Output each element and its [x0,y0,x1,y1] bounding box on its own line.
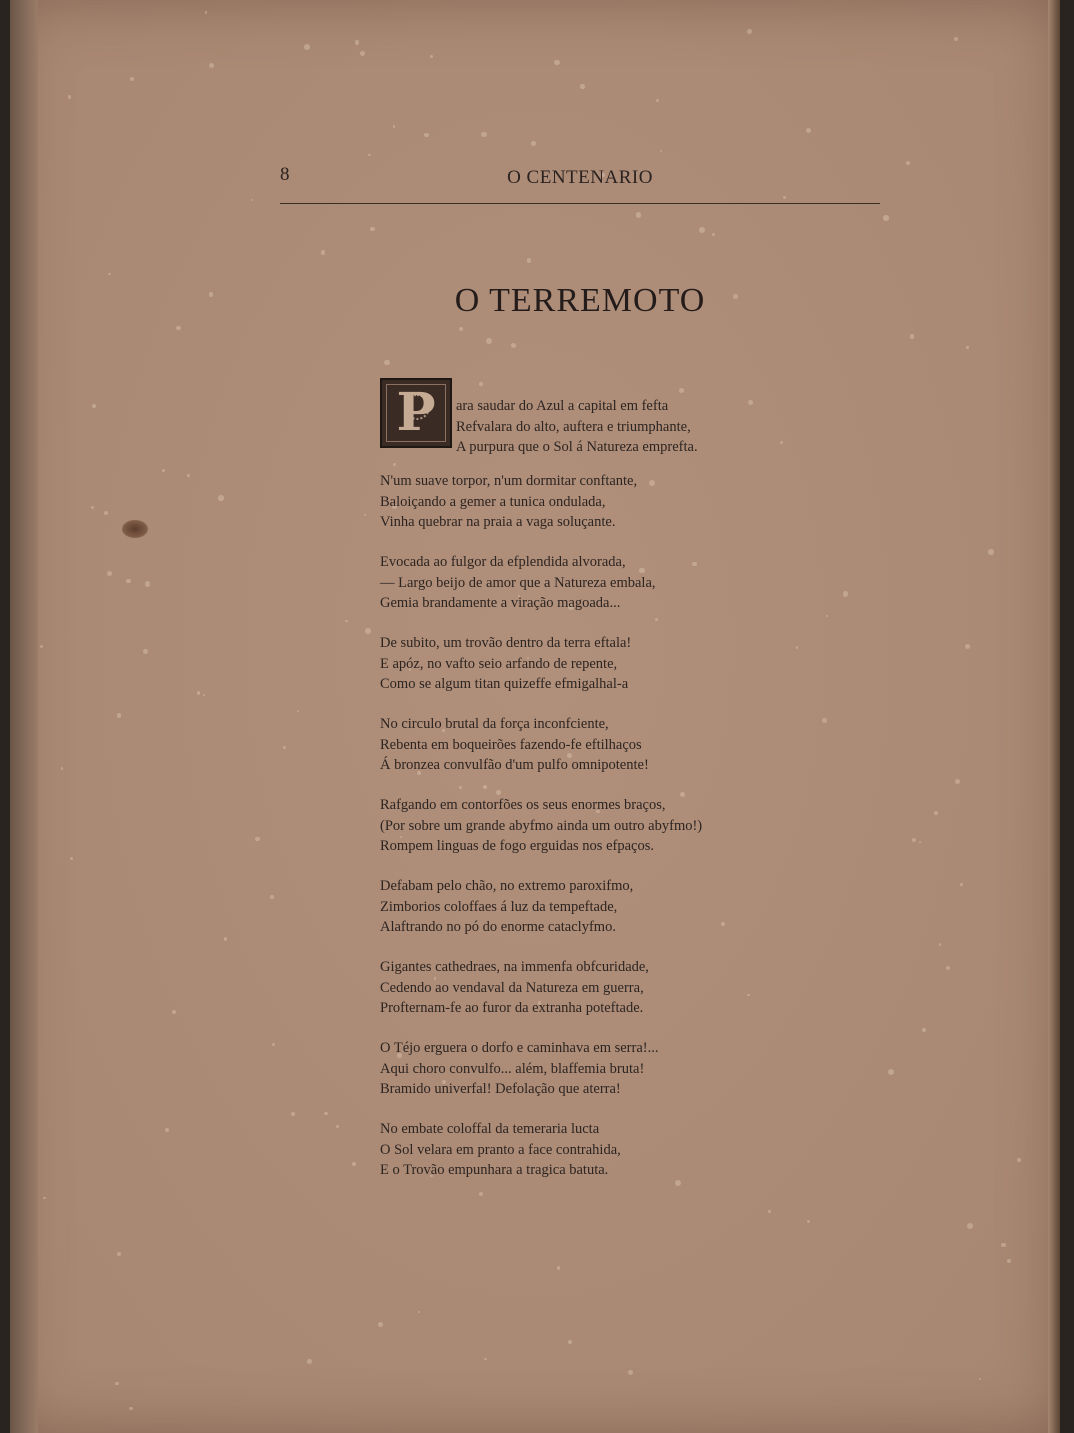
scanned-page [10,0,1060,1433]
page-header [280,164,880,200]
paper-speck [919,841,921,843]
paper-speck [511,343,517,349]
poem-line: N'um suave torpor, n'um dormitar conftante, [380,473,638,489]
stanza [380,1038,840,1100]
paper-speck [979,1378,981,1380]
page-number: 8 [280,164,290,185]
poem-line: Refvalara do alto, auftera e triumphante, [456,418,691,435]
poem-line: E apóz, no vafto seio arfando de repente, [380,655,618,672]
poem-line: Profternam-fe ao furor da extranha poteftade. [380,1000,644,1016]
stanza [380,714,840,776]
paper-speck [117,713,122,718]
paper-speck [360,51,365,56]
poem-line: Gigantes cathedraes, na immenfa obfcuridade, [380,959,649,975]
paper-stain [122,520,148,538]
paper-speck [531,141,536,146]
paper-speck [965,644,970,649]
paper-speck [162,469,165,472]
paper-speck [1017,1158,1020,1161]
poem-line: Rompem linguas de fogo erguidas nos efpaços. [380,838,654,854]
paper-speck [888,1069,894,1075]
paper-speck [352,1162,356,1166]
paper-speck [365,628,371,634]
poem-line: E o Trovão empunhara a tragica batuta. [380,1162,609,1178]
paper-speck [187,474,190,477]
poem-line: Gemia brandamente a viração magoada... [380,595,621,611]
paper-speck [209,292,214,297]
poem-line: Alaftrando no pó do enorme cataclyfmo. [380,919,616,935]
paper-speck [129,1407,133,1411]
header-rule [280,203,880,204]
paper-speck [68,95,71,98]
paper-speck [205,11,208,14]
poem-line: A purpura que o Sol á Natureza emprefta. [456,439,698,455]
drop-cap-letter: P [396,382,436,443]
paper-speck [368,154,370,156]
paper-speck [107,571,112,576]
paper-speck [321,250,326,255]
paper-speck [70,857,73,860]
poem-line: Aqui choro convulfo... além, blaffemia bruta! [380,1060,645,1077]
paper-speck [910,334,915,339]
paper-speck [145,581,151,587]
paper-speck [922,1028,926,1032]
paper-speck [251,199,253,201]
paper-speck [568,1340,572,1344]
paper-speck [291,1112,295,1116]
poem-line: Como se algum titan quizeffe efmigalhal-a [380,676,629,692]
paper-speck [165,1128,169,1132]
paper-speck [378,1322,383,1327]
poem-line: Rafgando em contorfões os seus enormes braços, [380,797,666,813]
stanza [380,471,840,533]
poem-line: Bramido univerfal! Defolação que aterra! [380,1081,621,1097]
paper-speck [580,84,584,88]
paper-speck [628,1370,633,1375]
paper-speck [430,55,433,58]
paper-speck [966,346,968,348]
stanza [380,1119,840,1181]
paper-speck [324,1112,328,1116]
stanza [380,552,840,614]
paper-speck [143,649,148,654]
paper-speck [384,360,390,366]
poem-line: No embate coloffal da temeraria lucta [380,1121,600,1137]
paper-speck [283,746,286,749]
paper-speck [224,937,228,941]
poem-line: Defabam pelo chão, no extremo paroxifmo, [380,878,634,894]
drop-cap-ornament [380,378,452,448]
poem-line: De subito, um trovão dentro da terra eftala! [380,635,632,651]
paper-speck [459,327,463,331]
poem-line: Cedendo ao vendaval da Natureza em guerra, [380,979,644,996]
paper-speck [272,1043,275,1046]
paper-speck [218,495,223,500]
paper-speck [393,125,395,127]
paper-speck [554,60,560,66]
paper-speck [481,132,486,137]
poem-line: No circulo brutal da força inconfciente, [380,716,609,732]
paper-speck [126,579,130,583]
paper-speck [883,215,888,220]
paper-speck [40,645,43,648]
paper-speck [364,514,366,516]
paper-speck [484,1358,486,1360]
paper-speck [712,233,715,236]
paper-speck [939,943,941,945]
paper-speck [197,691,201,695]
paper-speck [297,710,299,712]
paper-speck [304,44,310,50]
paper-speck [345,620,347,622]
paper-speck [172,1010,176,1014]
paper-speck [988,549,994,555]
paper-speck [104,511,108,515]
poem-line: (Por sobre um grande abyfmo ainda um outro abyfmo!) [380,817,703,834]
paper-speck [843,591,849,597]
poem-line: Zimborios coloffaes á luz da tempeftade, [380,898,618,915]
poem-line: Vinha quebrar na praia a vaga soluçante. [380,514,616,530]
poem-line: Rebenta em boqueirões fazendo-fe eftilhaços [380,736,642,753]
paper-speck [255,837,259,841]
paper-speck [557,1266,561,1270]
paper-speck [636,212,642,218]
poem-line: ara saudar do Azul a capital em fefta [456,398,669,414]
paper-speck [946,966,950,970]
paper-speck [130,77,134,81]
paper-speck [91,506,94,509]
paper-speck [912,838,916,842]
poem-line: — Largo beijo de amor que a Natureza embala, [380,574,656,591]
page-binding-edge [10,0,38,1433]
page-right-edge [1048,0,1060,1433]
stanza [380,957,840,1019]
paper-speck [1001,1243,1006,1248]
poem-line: O Téjo erguera o dorfo e caminhava em serra!... [380,1040,659,1056]
paper-speck [486,338,492,344]
stanza [380,795,840,857]
paper-speck [336,1125,339,1128]
poem-line: Evocada ao fulgor da efplendida alvorada, [380,554,626,570]
paper-speck [43,1197,46,1200]
poem-title: O TERREMOTO [454,282,706,319]
paper-speck [747,29,752,34]
paper-speck [117,1252,120,1255]
paper-speck [370,227,374,231]
poem-line: Á bronzea convulfão d'um pulfo omnipotente! [380,757,649,773]
paper-speck [768,1210,771,1213]
paper-speck [934,811,938,815]
paper-speck [209,63,214,68]
paper-speck [656,99,659,102]
paper-speck [270,895,274,899]
paper-speck [1007,1259,1011,1263]
paper-speck [906,161,910,165]
paper-speck [108,273,110,275]
paper-speck [418,1311,421,1314]
paper-speck [699,227,705,233]
stanza [380,876,840,938]
poem-line: Baloiçando a gemer a tunica ondulada, [380,493,606,510]
paper-speck [115,1382,119,1386]
paper-speck [954,37,958,41]
paper-speck [61,767,63,769]
paper-speck [355,40,359,44]
paper-speck [176,326,181,331]
poem-body [380,378,840,1200]
poem-line: O Sol velara em pranto a face contrahida, [380,1141,621,1158]
first-stanza-lines [456,396,698,458]
paper-speck [960,883,963,886]
paper-speck [955,779,960,784]
paper-speck [967,1223,973,1229]
paper-speck [307,1359,312,1364]
paper-speck [424,133,428,137]
running-title: O CENTENARIO [507,167,653,188]
paper-speck [92,404,96,408]
first-stanza [380,378,840,458]
paper-speck [807,1220,810,1223]
stanza [380,633,840,695]
paper-speck [660,150,662,152]
paper-speck [527,258,531,262]
paper-speck [203,694,205,696]
paper-speck [806,128,811,133]
